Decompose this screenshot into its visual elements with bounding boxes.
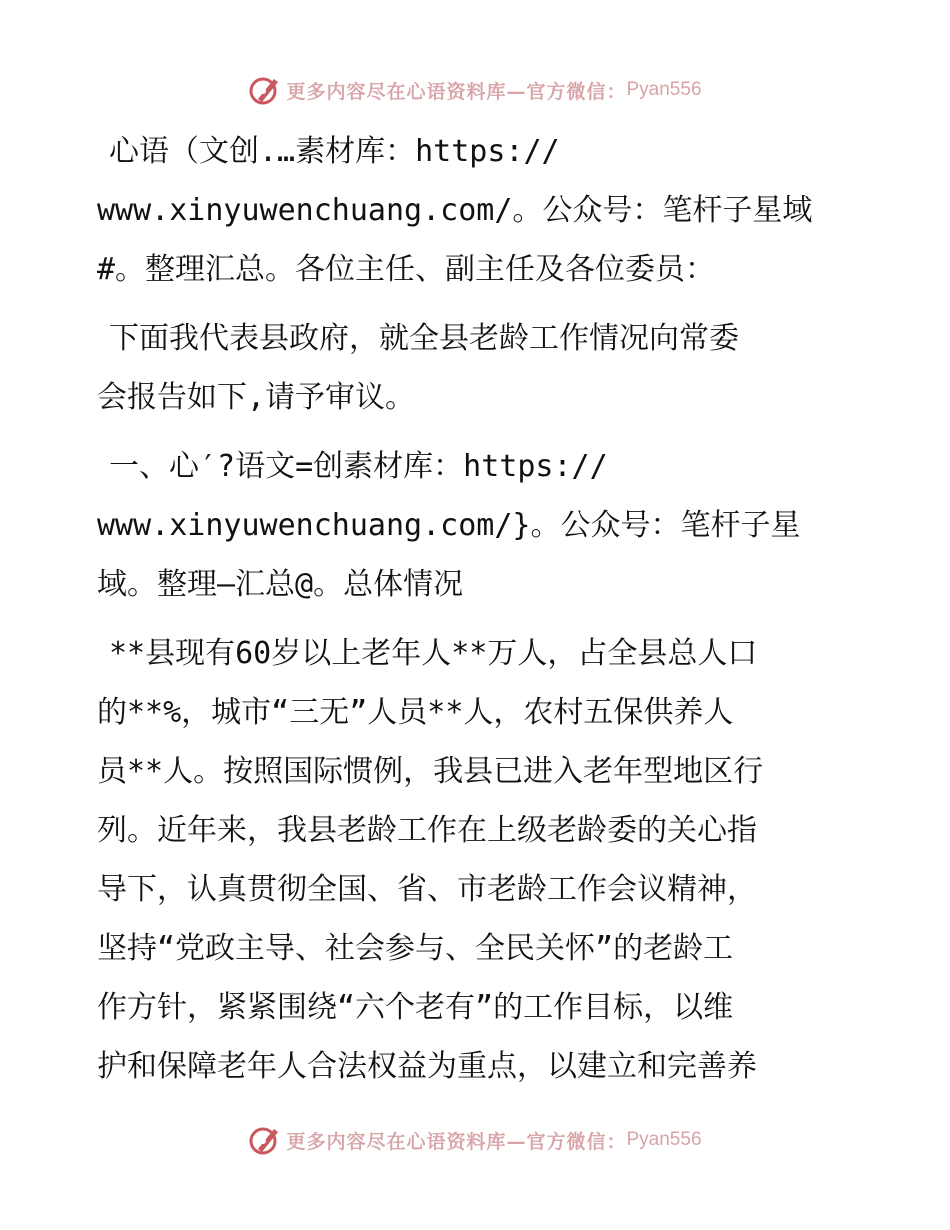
watermark-wechat-id: Pyan556 [626,1129,702,1150]
watermark-text: 更多内容尽在心语资料库—官方微信： [286,80,627,103]
text-line: 导下，认真贯彻全国、省、市老龄工作会议精神， [97,872,757,907]
text-line: 会报告如下,请予审议。 [97,380,416,415]
text-line: www.xinyuwenchuang.com/。公众号：笔杆子星域 [97,193,813,228]
text-line: 心语（文创.…素材库：https:// [109,134,560,169]
text-line: 的**%，城市“三无”人员**人，农村五保供养人 [97,695,734,730]
text-line: 列。近年来，我县老龄工作在上级老龄委的关心指 [97,813,757,848]
pen-logo-icon [248,73,282,107]
header-watermark-banner [0,70,950,110]
document-body [97,122,857,1106]
paragraph-4 [97,624,857,1096]
text-line: 域。整理—汇总@。总体情况 [97,567,464,602]
paragraph-2 [97,309,857,427]
text-line: 员**人。按照国际惯例，我县已进入老年型地区行 [97,754,764,789]
paragraph-1 [97,122,857,299]
text-line: 作方针，紧紧围绕“六个老有”的工作目标，以维 [97,990,734,1025]
text-line: 护和保障老年人合法权益为重点，以建立和完善养 [97,1049,757,1084]
paragraph-3 [97,437,857,614]
pen-logo-icon [248,1123,282,1157]
text-line: **县现有60岁以上老年人**万人，占全县总人口 [109,636,758,671]
watermark-text: 更多内容尽在心语资料库—官方微信： [286,1130,627,1153]
text-line: www.xinyuwenchuang.com/}。公众号：笔杆子星 [97,508,801,543]
text-line: 坚持“党政主导、社会参与、全民关怀”的老龄工 [97,931,734,966]
text-line: 下面我代表县政府，就全县老龄工作情况向常委 [109,321,739,356]
text-line: #。整理汇总。各位主任、副主任及各位委员： [97,252,716,287]
watermark-wechat-id: Pyan556 [626,79,702,100]
text-line: 一、心′?语文=创素材库：https:// [109,449,608,484]
footer-watermark-banner [0,1120,950,1160]
